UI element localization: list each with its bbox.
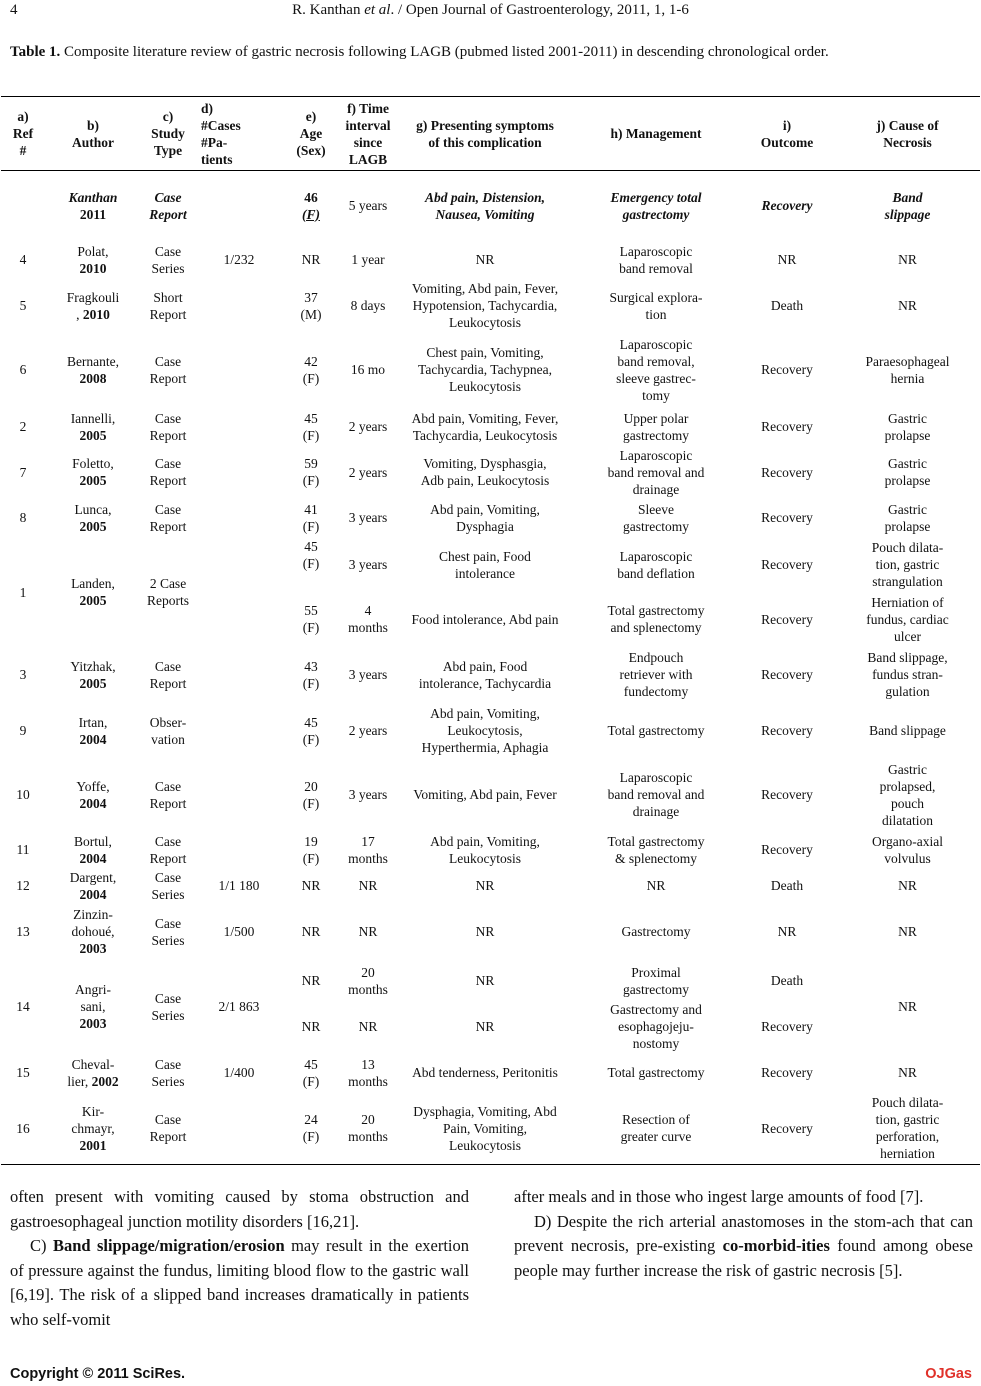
cell-interval: 3 years	[348, 787, 388, 802]
cell-outcome: Recovery	[739, 1093, 835, 1165]
cell-cause: Gastric prolapse	[884, 410, 931, 443]
cell-ref: 12	[16, 878, 30, 893]
cell-cause: Pouch dilata- tion, gastric strangulation	[871, 540, 944, 589]
cell-outcome: Recovery	[761, 557, 813, 572]
cell-symptoms: NR	[475, 1019, 495, 1034]
table-header-row	[1, 97, 980, 171]
cell-management: Surgical explora- tion	[609, 289, 703, 322]
cell-author: Yoffe, 2004	[76, 778, 110, 811]
cell-symptoms: Abd pain, Vomiting, Leukocytosis, Hyperthermia, Aphagia	[421, 706, 549, 755]
cell-author: Polat, 2010	[77, 243, 109, 276]
cell-cause: Gastric prolapsed, pouch dilatation	[879, 761, 936, 828]
cell-outcome: Recovery	[761, 787, 813, 802]
cell-author: Kanthan 2011	[68, 189, 118, 222]
cell-outcome: Recovery	[761, 842, 813, 857]
cell-ref: 14	[16, 999, 30, 1014]
cell-age: NR	[301, 1019, 321, 1034]
page-number: 4	[10, 2, 18, 18]
table-row	[1, 903, 980, 961]
cell-symptoms: Abd pain, Food intolerance, Tachycardia	[418, 658, 552, 691]
cell-cases: 1/400	[223, 1065, 255, 1080]
caption-text: Composite literature review of gastric necrosis following LAGB (pubmed listed 2001-2011) in descending chronological order.	[60, 44, 829, 60]
cell-outcome: Recovery	[761, 510, 813, 525]
cell-interval: 17 months	[348, 833, 388, 866]
cell-study-type: Case Series	[151, 990, 185, 1023]
cell-author: Kir- chmayr, 2001	[45, 1093, 141, 1165]
cell-author: Zinzin- dohoué, 2003	[71, 907, 115, 956]
cell-study-type: Case Series	[151, 915, 185, 948]
header-outcome: i) Outcome	[739, 97, 835, 171]
cell-cause: NR	[898, 252, 917, 267]
running-head-etal: et al	[364, 2, 391, 18]
cell-study-type: Case Report	[149, 658, 187, 691]
cell-cause: Band slippage	[884, 189, 931, 222]
cell-outcome: Recovery	[761, 198, 813, 214]
table-row	[1, 279, 980, 333]
cell-author: Bernante, 2008	[66, 353, 120, 386]
cell-age: 45 (F)	[302, 1056, 320, 1089]
cell-study-type: 2 Case Reports	[147, 576, 189, 608]
header-cases: d) #Cases #Pa- tients	[195, 97, 283, 171]
cell-age: 59 (F)	[302, 456, 320, 488]
cell-cases	[195, 447, 283, 498]
cell-author: Bortul, 2004	[74, 833, 112, 866]
cell-age: 43 (F)	[302, 658, 320, 691]
cell-age: NR	[301, 973, 321, 988]
cell-cause: NR	[898, 999, 917, 1014]
body-paragraph: often present with vomiting caused by stoma obstruction and gastroesophageal junction motility disorders [16,21].	[10, 1187, 469, 1231]
cell-symptoms: Chest pain, Food intolerance	[439, 548, 531, 581]
cell-ref: 8	[19, 510, 27, 525]
cell-study-type: Case Series	[151, 1056, 185, 1089]
cell-outcome: Recovery	[761, 611, 813, 627]
cell-author: Yitzhak, 2005	[70, 658, 116, 691]
cell-outcome: Recovery	[761, 1065, 813, 1080]
cell-cases	[195, 333, 283, 407]
cell-interval: 20 months	[339, 1093, 397, 1165]
cell-author: Iannelli, 2005	[70, 410, 116, 443]
cell-symptoms: NR	[475, 252, 495, 267]
cell-author: Foletto, 2005	[72, 456, 114, 488]
cell-interval: 3 years	[348, 667, 388, 682]
cell-author: Landen, 2005	[71, 576, 115, 608]
cell-cases	[195, 407, 283, 447]
cell-interval: 5 years	[348, 198, 388, 214]
cell-cases	[195, 498, 283, 538]
cell-outcome: Recovery	[761, 464, 813, 480]
cell-interval: 20 months	[348, 964, 388, 997]
cell-study-type: Case Series	[151, 243, 185, 276]
cell-age: 24 (F)	[283, 1093, 339, 1165]
cell-ref: 4	[19, 252, 27, 267]
cell-study-type: Case Report	[149, 778, 187, 811]
cell-symptoms: Vomiting, Abd pain, Fever, Hypotension, Tachycardia, Leukocytosis	[411, 281, 559, 330]
cell-symptoms: Abd pain, Vomiting, Leukocytosis	[430, 833, 540, 866]
running-head	[0, 2, 981, 19]
cell-age: 37 (M)	[300, 289, 322, 322]
cell-management: Laparoscopic band removal	[619, 243, 693, 276]
cell-ref: 10	[16, 787, 30, 802]
cell-interval: 2 years	[348, 464, 388, 480]
cell-ref: 15	[16, 1065, 30, 1080]
running-head-journal: . / Open Journal of Gastroenterology, 2011, 1, 1-6	[390, 2, 689, 18]
cell-ref: 5	[19, 298, 27, 313]
cell-study-type: Case Report	[149, 189, 187, 222]
cell-cause: Paraesophageal hernia	[865, 353, 950, 386]
table-row	[1, 171, 980, 241]
cell-age: 19 (F)	[302, 833, 320, 866]
table-row	[1, 759, 980, 831]
cell-management: Total gastrectomy and splenectomy	[607, 603, 705, 635]
cell-cases	[195, 538, 283, 647]
header-cause: j) Cause of Necrosis	[835, 97, 980, 171]
cell-management: Upper polar gastrectomy	[623, 410, 689, 443]
cell-symptoms: NR	[475, 924, 495, 939]
cell-outcome: Recovery	[761, 419, 813, 434]
table-row	[1, 703, 980, 759]
cell-outcome: Death	[770, 298, 804, 313]
cell-cause: NR	[898, 878, 917, 893]
cell-symptoms: Chest pain, Vomiting, Tachycardia, Tachypnea, Leukocytosis	[418, 345, 552, 394]
copyright-text: Copyright © 2011 SciRes.	[10, 1366, 186, 1382]
cell-interval: 3 years	[348, 557, 388, 572]
cell-ref: 3	[19, 667, 27, 682]
cell-management: Total gastrectomy & splenectomy	[607, 833, 705, 866]
cell-author: Fragkouli , 2010	[66, 289, 120, 322]
cell-ref: 1	[19, 584, 27, 600]
cell-cause: NR	[898, 298, 917, 313]
cell-symptoms: Abd pain, Distension, Nausea, Vomiting	[424, 189, 546, 222]
cell-management: Emergency total gastrectomy	[610, 189, 702, 222]
cell-age: NR	[301, 252, 321, 267]
table-row	[1, 447, 980, 498]
cell-management: Total gastrectomy	[607, 1065, 705, 1080]
cell-age: 46 (F)	[302, 189, 320, 222]
cell-outcome: Recovery	[761, 362, 813, 377]
cell-interval: NR	[358, 924, 378, 939]
cell-author: Dargent, 2004	[69, 869, 117, 902]
cell-cause: Gastric prolapse	[884, 456, 931, 488]
cell-ref: 9	[19, 723, 27, 738]
right-column	[514, 1185, 973, 1283]
cell-interval: 3 years	[348, 510, 388, 525]
cell-cases	[195, 703, 283, 759]
cell-management: Laparoscopic band removal, sleeve gastrec- tomy	[616, 336, 696, 403]
cell-management: NR	[646, 878, 666, 893]
cell-cause: Herniation of fundus, cardiac ulcer	[866, 594, 949, 644]
table-row	[1, 1093, 980, 1165]
header-management: h) Management	[573, 97, 739, 171]
cell-ref: 11	[16, 842, 30, 857]
cell-age: 45 (F)	[302, 714, 320, 747]
cell-cause: Band slippage, fundus stran- gulation	[867, 650, 948, 699]
cell-author: Cheval- lier, 2002	[67, 1056, 119, 1089]
body-paragraph: C) Band slippage/migration/erosion may result in the exertion of pressure against the fundus, limiting blood flow to the gastric wall [6,19]. The risk of a slipped band increases dramatically in patients who self-vomit	[10, 1236, 470, 1329]
cell-cause: Organo-axial volvulus	[872, 833, 943, 866]
cell-management: Gastrectomy and esophagojeju- nostomy	[610, 1002, 702, 1051]
cell-age: 20 (F)	[302, 778, 320, 811]
cell-ref: 16	[1, 1093, 45, 1165]
cell-study-type: Case Report	[141, 1093, 195, 1165]
left-column	[10, 1185, 469, 1332]
cell-study-type: Case Report	[149, 353, 187, 386]
cell-management: Laparoscopic band removal and drainage	[607, 770, 705, 819]
cell-interval: 1 year	[351, 252, 385, 267]
cell-outcome: Recovery	[761, 1019, 813, 1034]
cell-outcome: NR	[777, 252, 797, 267]
cell-cases: 1/1 180	[218, 878, 260, 893]
running-head-authors: R. Kanthan	[292, 2, 365, 18]
cell-age: NR	[301, 878, 321, 893]
cell-management: Proximal gastrectomy	[623, 964, 689, 997]
cell-symptoms: Abd tenderness, Peritonitis	[412, 1065, 558, 1080]
cell-cases	[195, 759, 283, 831]
table-row	[1, 647, 980, 703]
caption-label: Table 1.	[10, 44, 61, 60]
cell-ref: 6	[19, 362, 27, 377]
table-row	[1, 333, 980, 407]
cell-cases: 2/1 863	[218, 999, 260, 1014]
cell-management: Laparoscopic band removal and drainage	[607, 447, 705, 497]
cell-age: 41 (F)	[302, 501, 320, 534]
cell-symptoms: Food intolerance, Abd pain	[411, 611, 559, 627]
cell-management: Endpouch retriever with fundectomy	[619, 650, 693, 699]
cell-author: Irtan, 2004	[78, 714, 108, 747]
cell-ref: 7	[19, 464, 27, 480]
header-author: b) Author	[45, 97, 141, 171]
table-row	[1, 1053, 980, 1093]
cell-symptoms: Dysphagia, Vomiting, Abd Pain, Vomiting, Leukocytosis	[397, 1093, 573, 1165]
cell-study-type: Case Report	[149, 410, 187, 443]
table-row	[1, 538, 980, 592]
cell-study-type: Case Report	[149, 501, 187, 534]
cell-author: Angri- sani, 2003	[75, 982, 111, 1031]
cell-cases	[195, 647, 283, 703]
header-study-type: c) Study Type	[141, 97, 195, 171]
literature-review-table	[1, 96, 980, 1165]
cell-interval: NR	[358, 878, 378, 893]
cell-age: 42 (F)	[302, 353, 320, 386]
cell-cases	[195, 1093, 283, 1165]
page-header	[0, 0, 981, 24]
page-footer	[10, 1366, 972, 1382]
cell-interval: 4 months	[348, 603, 388, 635]
cell-symptoms: Vomiting, Dysphasgia, Adb pain, Leukocytosis	[420, 456, 550, 488]
body-paragraph: after meals and in those who ingest large amounts of food [7].	[514, 1187, 924, 1206]
table-caption	[10, 42, 972, 63]
cell-interval: NR	[358, 1019, 378, 1034]
cell-study-type: Obser- vation	[149, 714, 187, 747]
cell-study-type: Case Report	[149, 456, 187, 488]
cell-management: Laparoscopic band deflation	[617, 548, 695, 581]
cell-symptoms: NR	[475, 973, 495, 988]
cell-cause: NR	[898, 924, 917, 939]
cell-study-type: Case Series	[151, 869, 185, 902]
cell-ref	[1, 171, 45, 241]
cell-interval: 8 days	[350, 298, 386, 313]
cell-age: 55 (F)	[302, 603, 320, 635]
cell-author: Lunca, 2005	[74, 501, 112, 534]
cell-outcome: NR	[777, 924, 797, 939]
table-row	[1, 869, 980, 903]
table-row	[1, 961, 980, 1001]
cell-study-type: Short Report	[149, 289, 187, 322]
cell-cases	[195, 831, 283, 869]
cell-cases	[195, 279, 283, 333]
cell-cases: 1/500	[223, 924, 255, 939]
cell-cause: NR	[898, 1065, 917, 1080]
header-age: e) Age (Sex)	[283, 97, 339, 171]
cell-age: 45 (F)	[302, 410, 320, 443]
table-row	[1, 241, 980, 279]
header-ref: a) Ref #	[1, 97, 45, 171]
cell-outcome: Recovery	[761, 667, 813, 682]
header-interval: f) Time interval since LAGB	[339, 97, 397, 171]
cell-management: Total gastrectomy	[607, 723, 705, 738]
cell-ref: 13	[16, 924, 30, 939]
journal-abbrev: OJGas	[925, 1366, 972, 1382]
header-symptoms: g) Presenting symptoms of this complication	[397, 97, 573, 171]
cell-interval: 2 years	[348, 419, 388, 434]
cell-outcome: Recovery	[761, 723, 813, 738]
cell-symptoms: Abd pain, Vomiting, Fever, Tachycardia, Leukocytosis	[411, 410, 559, 443]
cell-management: Gastrectomy	[621, 924, 691, 939]
table-row	[1, 498, 980, 538]
cell-symptoms: Abd pain, Vomiting, Dysphagia	[430, 501, 540, 534]
cell-cause: Gastric prolapse	[884, 501, 931, 534]
cell-ref: 2	[19, 419, 27, 434]
cell-interval: 13 months	[348, 1056, 388, 1089]
cell-age: NR	[301, 924, 321, 939]
cell-cases	[195, 171, 283, 241]
cell-management: Resection of greater curve	[573, 1093, 739, 1165]
cell-management: Sleeve gastrectomy	[623, 501, 689, 534]
table-row	[1, 831, 980, 869]
cell-age: 45 (F)	[302, 538, 320, 571]
cell-cases: 1/232	[223, 252, 255, 267]
cell-cause: Pouch dilata- tion, gastric perforation, herniation	[835, 1093, 980, 1165]
cell-outcome: Death	[770, 973, 804, 988]
cell-interval: 16 mo	[350, 362, 386, 377]
cell-cause: Band slippage	[869, 723, 946, 738]
cell-study-type: Case Report	[149, 833, 187, 866]
cell-symptoms: NR	[475, 878, 495, 893]
body-paragraph: D) Despite the rich arterial anastomoses in the stom-ach that can prevent necrosis, pre-existing co-morbid-ities found among obese people may further increase the risk of gastric necrosis [5].	[514, 1211, 973, 1280]
cell-symptoms: Vomiting, Abd pain, Fever	[413, 787, 557, 802]
cell-outcome: Death	[770, 878, 804, 893]
cell-interval: 2 years	[348, 723, 388, 738]
table-row	[1, 407, 980, 447]
